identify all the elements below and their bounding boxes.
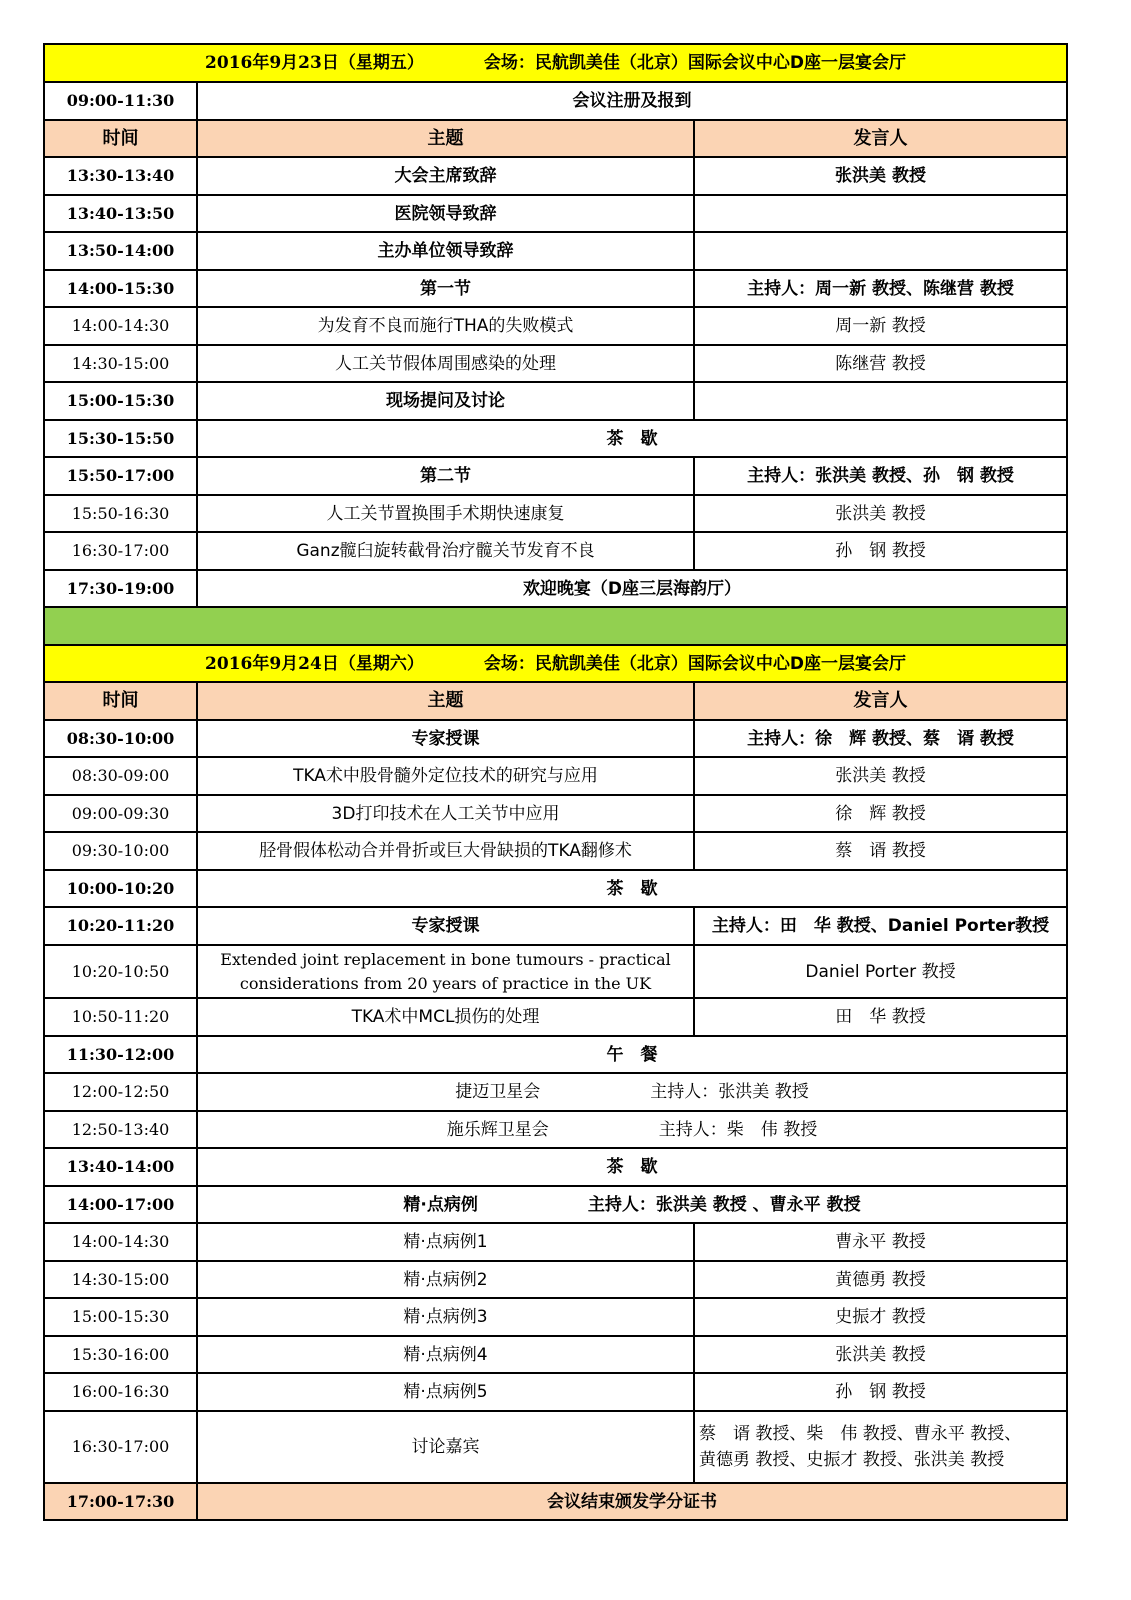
- satellite-cell: [197, 1111, 1067, 1148]
- table-row: [44, 945, 1067, 998]
- table-row: [44, 345, 1067, 382]
- time-cell: 15:50-17:00: [44, 457, 197, 495]
- table-row: [44, 720, 1067, 757]
- time-cell: 14:00-17:00: [44, 1186, 197, 1223]
- header-time: 时间: [44, 120, 197, 157]
- table-row: [44, 495, 1067, 532]
- full-cell: 午 餐: [197, 1036, 1067, 1073]
- time-cell: 15:30-16:00: [44, 1336, 197, 1373]
- speaker-cell: 主持人：徐 辉 教授、蔡 谞 教授: [694, 720, 1067, 757]
- table-row: [44, 1336, 1067, 1373]
- speaker-cell: Daniel Porter 教授: [694, 945, 1067, 998]
- table-row: [44, 232, 1067, 270]
- topic-cell: 讨论嘉宾: [197, 1411, 694, 1483]
- topic-cell: 3D打印技术在人工关节中应用: [197, 795, 694, 832]
- header-time: 时间: [44, 682, 197, 720]
- time-cell: 17:00-17:30: [44, 1483, 197, 1520]
- time-cell: 10:20-11:20: [44, 907, 197, 945]
- day1-date: 2016年9月23日（星期五）: [205, 53, 424, 73]
- time-cell: 12:00-12:50: [44, 1073, 197, 1111]
- topic-cell: 主办单位领导致辞: [197, 232, 694, 270]
- topic-cell: 人工关节置换围手术期快速康复: [197, 495, 694, 532]
- time-cell: 14:30-15:00: [44, 345, 197, 382]
- header-speaker: 发言人: [694, 120, 1067, 157]
- speaker-cell: 蔡 谞 教授: [694, 832, 1067, 870]
- guests-line: 蔡 谞 教授、柴 伟 教授、曹永平 教授、: [699, 1424, 1022, 1444]
- table-row: [44, 157, 1067, 195]
- topic-cell: 现场提问及讨论: [197, 382, 694, 420]
- speaker-cell: 张洪美 教授: [694, 1336, 1067, 1373]
- header-speaker: 发言人: [694, 682, 1067, 720]
- time-cell: 13:30-13:40: [44, 157, 197, 195]
- time-cell: 14:00-14:30: [44, 1223, 197, 1261]
- satellite-name: 施乐辉卫星会: [446, 1119, 549, 1140]
- table-row: [44, 795, 1067, 832]
- speaker-cell: 张洪美 教授: [694, 757, 1067, 795]
- time-cell: 13:50-14:00: [44, 232, 197, 270]
- table-row: [44, 1111, 1067, 1148]
- table-row: [44, 532, 1067, 570]
- topic-cell: 第一节: [197, 270, 694, 307]
- speaker-cell: [694, 232, 1067, 270]
- day2-banner-cell: [44, 645, 1067, 682]
- guests-cell: [694, 1411, 1067, 1483]
- day2-banner: [44, 645, 1067, 682]
- time-cell: 16:30-17:00: [44, 532, 197, 570]
- topic-cell: 专家授课: [197, 907, 694, 945]
- time-cell: 15:50-16:30: [44, 495, 197, 532]
- topic-cell: Ganz髋臼旋转截骨治疗髋关节发育不良: [197, 532, 694, 570]
- speaker-cell: 孙 钢 教授: [694, 1373, 1067, 1411]
- session-host: 主持人：张洪美 教授 、曹永平 教授: [587, 1194, 861, 1215]
- guests-line: 黄德勇 教授、史振才 教授、张洪美 教授: [699, 1450, 1005, 1470]
- table-row: [44, 82, 1067, 120]
- speaker-cell: 田 华 教授: [694, 998, 1067, 1036]
- session-name: 精·点病例: [403, 1194, 478, 1215]
- topic-cell: 精·点病例3: [197, 1298, 694, 1336]
- satellite-host: 主持人：柴 伟 教授: [658, 1119, 818, 1140]
- time-cell: 10:50-11:20: [44, 998, 197, 1036]
- full-cell: 茶 歇: [197, 1148, 1067, 1186]
- topic-cell: 精·点病例5: [197, 1373, 694, 1411]
- table-row: [44, 1148, 1067, 1186]
- satellite-cell: [197, 1073, 1067, 1111]
- table-row: [44, 1373, 1067, 1411]
- full-cell: 茶 歇: [197, 870, 1067, 907]
- time-cell: 14:00-14:30: [44, 307, 197, 345]
- time-cell: 13:40-13:50: [44, 195, 197, 232]
- table-row: [44, 270, 1067, 307]
- speaker-cell: 曹永平 教授: [694, 1223, 1067, 1261]
- header-topic: 主题: [197, 682, 694, 720]
- table-row: [44, 420, 1067, 457]
- day1-banner: [44, 44, 1067, 82]
- speaker-cell: 主持人：田 华 教授、Daniel Porter教授: [694, 907, 1067, 945]
- topic-cell: 精·点病例2: [197, 1261, 694, 1298]
- topic-cell: 人工关节假体周围感染的处理: [197, 345, 694, 382]
- time-cell: 16:30-17:00: [44, 1411, 197, 1483]
- table-row: [44, 907, 1067, 945]
- speaker-cell: 主持人：周一新 教授、陈继营 教授: [694, 270, 1067, 307]
- table-row: [44, 1223, 1067, 1261]
- table-row: [44, 570, 1067, 607]
- table-row: [44, 832, 1067, 870]
- header-topic: 主题: [197, 120, 694, 157]
- speaker-cell: 徐 辉 教授: [694, 795, 1067, 832]
- time-cell: 15:00-15:30: [44, 382, 197, 420]
- speaker-cell: 主持人：张洪美 教授、孙 钢 教授: [694, 457, 1067, 495]
- header-row: [44, 682, 1067, 720]
- time-cell: 16:00-16:30: [44, 1373, 197, 1411]
- speaker-cell: 孙 钢 教授: [694, 532, 1067, 570]
- speaker-cell: 张洪美 教授: [694, 157, 1067, 195]
- time-cell: 12:50-13:40: [44, 1111, 197, 1148]
- full-cell: 茶 歇: [197, 420, 1067, 457]
- day-separator: [44, 607, 1067, 645]
- time-cell: 11:30-12:00: [44, 1036, 197, 1073]
- satellite-name: 捷迈卫星会: [455, 1082, 541, 1102]
- table-row: [44, 1261, 1067, 1298]
- topic-cell: 医院领导致辞: [197, 195, 694, 232]
- topic-cell: 大会主席致辞: [197, 157, 694, 195]
- table-row: [44, 457, 1067, 495]
- table-row: [44, 870, 1067, 907]
- speaker-cell: 陈继营 教授: [694, 345, 1067, 382]
- time-cell: 10:20-10:50: [44, 945, 197, 998]
- day1-banner-cell: [44, 44, 1067, 82]
- speaker-cell: [694, 195, 1067, 232]
- topic-cell: TKA术中股骨髓外定位技术的研究与应用: [197, 757, 694, 795]
- time-cell: 08:30-09:00: [44, 757, 197, 795]
- table-row: [44, 1036, 1067, 1073]
- time-cell: 14:00-15:30: [44, 270, 197, 307]
- full-cell: 会议结束颁发学分证书: [197, 1483, 1067, 1520]
- speaker-cell: 周一新 教授: [694, 307, 1067, 345]
- time-cell: 09:00-09:30: [44, 795, 197, 832]
- table-row: [44, 1073, 1067, 1111]
- table-row: [44, 1298, 1067, 1336]
- full-cell: 欢迎晚宴（D座三层海韵厅）: [197, 570, 1067, 607]
- table-row: [44, 1186, 1067, 1223]
- time-cell: 10:00-10:20: [44, 870, 197, 907]
- satellite-host: 主持人：张洪美 教授: [650, 1082, 809, 1102]
- topic-line: considerations from 20 years of practice in the UK: [239, 973, 652, 993]
- table-row: [44, 998, 1067, 1036]
- closing-row: [44, 1483, 1067, 1520]
- day2-date: 2016年9月24日（星期六）: [205, 653, 424, 674]
- speaker-cell: 张洪美 教授: [694, 495, 1067, 532]
- table-row: [44, 382, 1067, 420]
- table-row: [44, 307, 1067, 345]
- time-cell: 13:40-14:00: [44, 1148, 197, 1186]
- topic-cell: 专家授课: [197, 720, 694, 757]
- topic-cell: 为发育不良而施行THA的失败模式: [197, 307, 694, 345]
- topic-cell: [197, 945, 694, 998]
- day1-venue: 会场：民航凯美佳（北京）国际会议中心D座一层宴会厅: [483, 53, 906, 73]
- separator-cell: [44, 607, 1067, 645]
- topic-cell: 精·点病例1: [197, 1223, 694, 1261]
- speaker-cell: [694, 382, 1067, 420]
- time-cell: 14:30-15:00: [44, 1261, 197, 1298]
- speaker-cell: 史振才 教授: [694, 1298, 1067, 1336]
- time-cell: 17:30-19:00: [44, 570, 197, 607]
- speaker-cell: 黄德勇 教授: [694, 1261, 1067, 1298]
- time-cell: 08:30-10:00: [44, 720, 197, 757]
- time-cell: 15:00-15:30: [44, 1298, 197, 1336]
- topic-cell: 胫骨假体松动合并骨折或巨大骨缺损的TKA翻修术: [197, 832, 694, 870]
- topic-cell: TKA术中MCL损伤的处理: [197, 998, 694, 1036]
- session-cell: [197, 1186, 1067, 1223]
- topic-cell: 精·点病例4: [197, 1336, 694, 1373]
- time-cell: 09:30-10:00: [44, 832, 197, 870]
- schedule-table: [43, 43, 1068, 1521]
- table-row: [44, 1411, 1067, 1483]
- topic-cell: 第二节: [197, 457, 694, 495]
- time-cell: 15:30-15:50: [44, 420, 197, 457]
- header-row: [44, 120, 1067, 157]
- day2-venue: 会场：民航凯美佳（北京）国际会议中心D座一层宴会厅: [483, 653, 906, 674]
- topic-line: Extended joint replacement in bone tumours - practical: [220, 949, 671, 969]
- time-cell: 09:00-11:30: [44, 82, 197, 120]
- table-row: [44, 195, 1067, 232]
- full-cell: 会议注册及报到: [197, 82, 1067, 120]
- table-row: [44, 757, 1067, 795]
